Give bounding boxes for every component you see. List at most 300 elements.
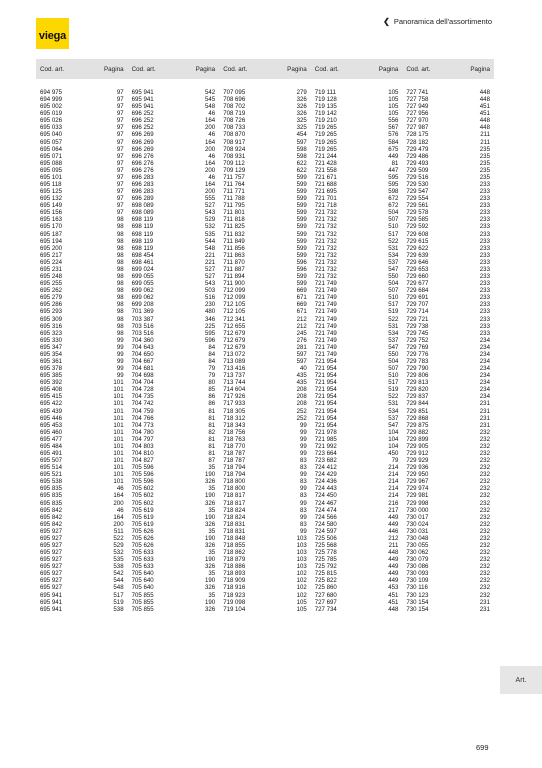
page-ref[interactable]: 97: [116, 202, 124, 210]
page-ref[interactable]: 234: [479, 372, 490, 380]
page-ref[interactable]: 517: [113, 591, 124, 599]
page-ref[interactable]: 97: [116, 188, 124, 196]
page-ref[interactable]: 599: [296, 230, 307, 238]
page-ref[interactable]: 326: [205, 478, 216, 486]
page-ref[interactable]: 232: [479, 471, 490, 479]
page-ref[interactable]: 221: [205, 251, 216, 259]
page-ref[interactable]: 233: [479, 209, 490, 217]
page-ref[interactable]: 235: [479, 166, 490, 174]
page-ref[interactable]: 103: [296, 556, 307, 564]
page-ref[interactable]: 99: [300, 449, 307, 457]
page-ref[interactable]: 535: [205, 230, 216, 238]
page-ref[interactable]: 99: [116, 372, 124, 380]
page-ref[interactable]: 599: [296, 280, 307, 288]
page-ref[interactable]: 599: [296, 202, 307, 210]
page-ref[interactable]: 480: [205, 308, 216, 316]
page-ref[interactable]: 101: [113, 400, 124, 408]
page-ref[interactable]: 449: [388, 556, 399, 564]
page-ref[interactable]: 449: [388, 152, 399, 160]
page-ref[interactable]: 599: [296, 173, 307, 181]
page-ref[interactable]: 200: [205, 124, 216, 132]
page-ref[interactable]: 164: [205, 181, 216, 189]
page-ref[interactable]: 596: [205, 336, 216, 344]
page-ref[interactable]: 527: [205, 265, 216, 273]
page-ref[interactable]: 448: [388, 549, 399, 557]
page-ref[interactable]: 454: [296, 131, 307, 139]
page-ref[interactable]: 537: [388, 414, 399, 422]
page-ref[interactable]: 232: [479, 577, 490, 585]
page-ref[interactable]: 325: [296, 124, 307, 132]
page-ref[interactable]: 235: [479, 152, 490, 160]
page-ref[interactable]: 232: [479, 449, 490, 457]
page-ref[interactable]: 599: [296, 188, 307, 196]
page-ref[interactable]: 214: [388, 478, 399, 486]
page-ref[interactable]: 233: [479, 251, 490, 259]
page-ref[interactable]: 232: [479, 464, 490, 472]
page-ref[interactable]: 101: [113, 379, 124, 387]
page-ref[interactable]: 234: [479, 343, 490, 351]
page-ref[interactable]: 449: [388, 577, 399, 585]
page-ref[interactable]: 81: [208, 449, 216, 457]
page-ref[interactable]: 105: [296, 598, 307, 606]
page-ref[interactable]: 98: [116, 223, 124, 231]
page-ref[interactable]: 97: [116, 110, 124, 118]
page-ref[interactable]: 99: [300, 471, 307, 479]
page-ref[interactable]: 522: [388, 315, 399, 323]
page-ref[interactable]: 35: [208, 570, 216, 578]
page-ref[interactable]: 527: [205, 273, 216, 281]
page-ref[interactable]: 231: [479, 421, 490, 429]
page-ref[interactable]: 99: [300, 499, 307, 507]
page-ref[interactable]: 517: [388, 379, 399, 387]
page-ref[interactable]: 510: [388, 223, 399, 231]
page-ref[interactable]: 190: [205, 471, 216, 479]
page-ref[interactable]: 164: [205, 138, 216, 146]
page-ref[interactable]: 81: [208, 414, 216, 422]
page-ref[interactable]: 232: [479, 499, 490, 507]
page-ref[interactable]: 231: [479, 605, 490, 613]
page-ref[interactable]: 99: [300, 527, 307, 535]
page-ref[interactable]: 231: [479, 598, 490, 606]
page-ref[interactable]: 84: [208, 357, 216, 365]
page-ref[interactable]: 211: [480, 138, 490, 146]
page-ref[interactable]: 448: [479, 124, 490, 132]
page-ref[interactable]: 233: [479, 301, 490, 309]
page-ref[interactable]: 86: [208, 400, 216, 408]
section-tab-art[interactable]: [500, 666, 542, 694]
page-ref[interactable]: 599: [296, 181, 307, 189]
page-ref[interactable]: 534: [388, 407, 399, 415]
page-ref[interactable]: 449: [388, 563, 399, 571]
page-ref[interactable]: 79: [391, 457, 399, 465]
page-ref[interactable]: 99: [300, 421, 307, 429]
page-ref[interactable]: 164: [113, 492, 124, 500]
page-ref[interactable]: 517: [388, 230, 399, 238]
page-ref[interactable]: 596: [296, 258, 307, 266]
page-ref[interactable]: 595: [388, 173, 399, 181]
page-ref[interactable]: 190: [205, 513, 216, 521]
page-ref[interactable]: 669: [296, 301, 307, 309]
page-ref[interactable]: 233: [479, 287, 490, 295]
page-ref[interactable]: 675: [388, 145, 399, 153]
page-ref[interactable]: 245: [296, 329, 307, 337]
page-ref[interactable]: 233: [479, 322, 490, 330]
page-ref[interactable]: 234: [479, 350, 490, 358]
page-ref[interactable]: 448: [388, 605, 399, 613]
page-ref[interactable]: 232: [479, 549, 490, 557]
page-ref[interactable]: 252: [296, 414, 307, 422]
page-ref[interactable]: 279: [296, 89, 307, 96]
page-ref[interactable]: 326: [205, 584, 216, 592]
page-ref[interactable]: 555: [205, 195, 216, 203]
page-ref[interactable]: 99: [300, 442, 307, 450]
page-ref[interactable]: 233: [479, 280, 490, 288]
page-ref[interactable]: 252: [296, 407, 307, 415]
page-ref[interactable]: 531: [388, 244, 399, 252]
page-ref[interactable]: 98: [116, 237, 124, 245]
page-ref[interactable]: 83: [300, 506, 307, 514]
page-ref[interactable]: 208: [296, 386, 307, 394]
page-ref[interactable]: 232: [479, 513, 490, 521]
page-ref[interactable]: 98: [116, 329, 124, 337]
page-ref[interactable]: 35: [208, 549, 216, 557]
page-ref[interactable]: 46: [208, 173, 216, 181]
page-ref[interactable]: 232: [479, 492, 490, 500]
page-ref[interactable]: 232: [479, 457, 490, 465]
page-ref[interactable]: 599: [296, 195, 307, 203]
page-ref[interactable]: 507: [388, 365, 399, 373]
page-ref[interactable]: 522: [388, 237, 399, 245]
page-ref[interactable]: 507: [388, 216, 399, 224]
page-ref[interactable]: 200: [205, 188, 216, 196]
page-ref[interactable]: 232: [479, 520, 490, 528]
page-ref[interactable]: 101: [113, 428, 124, 436]
page-ref[interactable]: 326: [205, 499, 216, 507]
page-ref[interactable]: 450: [388, 449, 399, 457]
page-ref[interactable]: 105: [388, 110, 399, 118]
page-ref[interactable]: 538: [113, 563, 124, 571]
page-ref[interactable]: 101: [113, 457, 124, 465]
page-ref[interactable]: 97: [116, 166, 124, 174]
page-ref[interactable]: 102: [296, 577, 307, 585]
page-ref[interactable]: 326: [296, 110, 307, 118]
page-ref[interactable]: 233: [479, 195, 490, 203]
page-ref[interactable]: 529: [205, 216, 216, 224]
page-ref[interactable]: 232: [479, 563, 490, 571]
page-ref[interactable]: 234: [479, 393, 490, 401]
page-ref[interactable]: 550: [388, 273, 399, 281]
page-ref[interactable]: 599: [296, 273, 307, 281]
page-ref[interactable]: 200: [113, 499, 124, 507]
page-ref[interactable]: 510: [388, 372, 399, 380]
page-ref[interactable]: 99: [300, 435, 307, 443]
page-ref[interactable]: 232: [479, 556, 490, 564]
page-ref[interactable]: 544: [205, 237, 216, 245]
page-ref[interactable]: 35: [208, 464, 216, 472]
page-ref[interactable]: 232: [479, 527, 490, 535]
page-ref[interactable]: 101: [113, 386, 124, 394]
page-ref[interactable]: 98: [116, 280, 124, 288]
page-ref[interactable]: 82: [208, 428, 216, 436]
page-ref[interactable]: 101: [113, 421, 124, 429]
page-ref[interactable]: 104: [388, 442, 399, 450]
page-ref[interactable]: 522: [113, 534, 124, 542]
page-ref[interactable]: 101: [113, 471, 124, 479]
page-ref[interactable]: 98: [116, 251, 124, 259]
page-ref[interactable]: 326: [296, 96, 307, 104]
page-ref[interactable]: 233: [479, 315, 490, 323]
page-ref[interactable]: 87: [208, 457, 216, 465]
page-ref[interactable]: 517: [388, 301, 399, 309]
page-ref[interactable]: 622: [296, 166, 307, 174]
page-ref[interactable]: 534: [388, 329, 399, 337]
page-ref[interactable]: 232: [479, 584, 490, 592]
page-ref[interactable]: 516: [205, 294, 216, 302]
page-ref[interactable]: 538: [113, 605, 124, 613]
page-ref[interactable]: 435: [296, 379, 307, 387]
page-ref[interactable]: 102: [296, 584, 307, 592]
page-ref[interactable]: 35: [208, 485, 216, 493]
page-ref[interactable]: 451: [479, 110, 490, 118]
page-ref[interactable]: 519: [388, 386, 399, 394]
page-ref[interactable]: 233: [479, 202, 490, 210]
page-ref[interactable]: 234: [479, 379, 490, 387]
page-ref[interactable]: 208: [296, 393, 307, 401]
page-ref[interactable]: 326: [205, 563, 216, 571]
page-ref[interactable]: 519: [388, 308, 399, 316]
page-ref[interactable]: 98: [116, 258, 124, 266]
page-ref[interactable]: 532: [205, 223, 216, 231]
page-ref[interactable]: 451: [388, 591, 399, 599]
page-ref[interactable]: 99: [116, 357, 124, 365]
page-ref[interactable]: 233: [479, 181, 490, 189]
page-ref[interactable]: 671: [296, 308, 307, 316]
page-ref[interactable]: 105: [388, 89, 399, 96]
page-ref[interactable]: 40: [300, 365, 307, 373]
page-ref[interactable]: 597: [296, 350, 307, 358]
page-ref[interactable]: 510: [388, 294, 399, 302]
page-ref[interactable]: 233: [479, 329, 490, 337]
page-ref[interactable]: 214: [388, 464, 399, 472]
page-ref[interactable]: 233: [479, 294, 490, 302]
page-ref[interactable]: 104: [388, 435, 399, 443]
page-ref[interactable]: 534: [388, 251, 399, 259]
page-ref[interactable]: 99: [300, 428, 307, 436]
page-ref[interactable]: 98: [116, 265, 124, 273]
page-ref[interactable]: 101: [113, 464, 124, 472]
page-ref[interactable]: 46: [116, 485, 124, 493]
page-ref[interactable]: 599: [296, 209, 307, 217]
page-ref[interactable]: 448: [479, 117, 490, 125]
page-ref[interactable]: 97: [116, 131, 124, 139]
page-ref[interactable]: 447: [388, 166, 399, 174]
page-ref[interactable]: 556: [388, 117, 399, 125]
page-ref[interactable]: 235: [479, 173, 490, 181]
page-ref[interactable]: 596: [296, 265, 307, 273]
page-ref[interactable]: 200: [113, 520, 124, 528]
page-ref[interactable]: 103: [296, 563, 307, 571]
page-ref[interactable]: 325: [296, 117, 307, 125]
page-ref[interactable]: 503: [205, 287, 216, 295]
page-ref[interactable]: 598: [388, 188, 399, 196]
page-ref[interactable]: 81: [208, 435, 216, 443]
page-ref[interactable]: 672: [388, 195, 399, 203]
page-ref[interactable]: 99: [116, 365, 124, 373]
page-ref[interactable]: 672: [388, 202, 399, 210]
page-ref[interactable]: 103: [296, 549, 307, 557]
page-ref[interactable]: 85: [208, 386, 216, 394]
page-ref[interactable]: 448: [479, 89, 490, 96]
page-ref[interactable]: 97: [116, 124, 124, 132]
page-ref[interactable]: 105: [296, 605, 307, 613]
page-ref[interactable]: 216: [388, 499, 399, 507]
page-ref[interactable]: 84: [208, 343, 216, 351]
page-ref[interactable]: 531: [388, 400, 399, 408]
page-ref[interactable]: 81: [208, 442, 216, 450]
page-ref[interactable]: 567: [388, 124, 399, 132]
page-ref[interactable]: 46: [208, 131, 216, 139]
page-ref[interactable]: 543: [205, 209, 216, 217]
page-ref[interactable]: 200: [205, 166, 216, 174]
page-ref[interactable]: 597: [296, 357, 307, 365]
page-ref[interactable]: 233: [479, 216, 490, 224]
page-ref[interactable]: 101: [113, 449, 124, 457]
page-ref[interactable]: 233: [479, 273, 490, 281]
page-ref[interactable]: 326: [296, 103, 307, 111]
page-ref[interactable]: 527: [205, 202, 216, 210]
page-ref[interactable]: 105: [388, 103, 399, 111]
page-ref[interactable]: 97: [116, 209, 124, 217]
page-ref[interactable]: 98: [116, 294, 124, 302]
page-ref[interactable]: 232: [479, 534, 490, 542]
page-ref[interactable]: 81: [391, 159, 399, 167]
page-ref[interactable]: 97: [116, 89, 124, 96]
page-ref[interactable]: 83: [300, 520, 307, 528]
page-ref[interactable]: 446: [388, 527, 399, 535]
page-ref[interactable]: 547: [388, 421, 399, 429]
page-ref[interactable]: 98: [116, 315, 124, 323]
page-ref[interactable]: 535: [113, 556, 124, 564]
page-ref[interactable]: 598: [296, 145, 307, 153]
page-ref[interactable]: 599: [296, 251, 307, 259]
page-ref[interactable]: 190: [205, 577, 216, 585]
page-ref[interactable]: 99: [300, 485, 307, 493]
page-ref[interactable]: 234: [479, 365, 490, 373]
page-ref[interactable]: 80: [208, 379, 216, 387]
page-ref[interactable]: 103: [296, 542, 307, 549]
page-ref[interactable]: 101: [113, 414, 124, 422]
page-ref[interactable]: 99: [116, 336, 124, 344]
page-ref[interactable]: 211: [480, 131, 490, 139]
page-ref[interactable]: 544: [113, 577, 124, 585]
page-ref[interactable]: 576: [388, 131, 399, 139]
page-ref[interactable]: 599: [296, 216, 307, 224]
page-ref[interactable]: 217: [388, 506, 399, 514]
page-ref[interactable]: 99: [116, 350, 124, 358]
page-ref[interactable]: 451: [388, 598, 399, 606]
page-ref[interactable]: 35: [208, 527, 216, 535]
page-ref[interactable]: 326: [205, 520, 216, 528]
page-ref[interactable]: 97: [116, 181, 124, 189]
page-ref[interactable]: 232: [479, 428, 490, 436]
page-ref[interactable]: 101: [113, 435, 124, 443]
page-ref[interactable]: 101: [113, 442, 124, 450]
page-ref[interactable]: 98: [116, 273, 124, 281]
page-ref[interactable]: 97: [116, 159, 124, 167]
page-ref[interactable]: 234: [479, 386, 490, 394]
page-ref[interactable]: 233: [479, 244, 490, 252]
page-ref[interactable]: 212: [296, 315, 307, 323]
page-ref[interactable]: 102: [296, 591, 307, 599]
page-ref[interactable]: 190: [205, 598, 216, 606]
page-ref[interactable]: 98: [116, 216, 124, 224]
page-ref[interactable]: 101: [113, 407, 124, 415]
page-ref[interactable]: 233: [479, 188, 490, 196]
page-ref[interactable]: 105: [388, 96, 399, 104]
page-ref[interactable]: 214: [388, 471, 399, 479]
page-ref[interactable]: 81: [208, 421, 216, 429]
page-ref[interactable]: 548: [205, 103, 216, 111]
page-ref[interactable]: 532: [113, 549, 124, 557]
page-ref[interactable]: 537: [388, 258, 399, 266]
page-ref[interactable]: 504: [388, 280, 399, 288]
page-ref[interactable]: 232: [479, 478, 490, 486]
page-ref[interactable]: 86: [208, 393, 216, 401]
page-ref[interactable]: 98: [116, 301, 124, 309]
page-ref[interactable]: 531: [388, 322, 399, 330]
page-ref[interactable]: 35: [208, 591, 216, 599]
page-ref[interactable]: 190: [205, 534, 216, 542]
page-ref[interactable]: 599: [296, 244, 307, 252]
page-ref[interactable]: 529: [113, 542, 124, 549]
page-ref[interactable]: 97: [116, 145, 124, 153]
page-ref[interactable]: 214: [388, 485, 399, 493]
page-ref[interactable]: 214: [388, 492, 399, 500]
page-ref[interactable]: 98: [116, 244, 124, 252]
page-ref[interactable]: 511: [113, 527, 124, 535]
page-ref[interactable]: 622: [296, 159, 307, 167]
page-ref[interactable]: 232: [479, 442, 490, 450]
page-ref[interactable]: 548: [205, 244, 216, 252]
page-ref[interactable]: 46: [208, 110, 216, 118]
page-ref[interactable]: 97: [116, 117, 124, 125]
page-ref[interactable]: 233: [479, 237, 490, 245]
page-ref[interactable]: 234: [479, 336, 490, 344]
page-ref[interactable]: 102: [296, 570, 307, 578]
page-ref[interactable]: 507: [388, 287, 399, 295]
page-ref[interactable]: 164: [113, 513, 124, 521]
page-ref[interactable]: 97: [116, 103, 124, 111]
page-ref[interactable]: 233: [479, 223, 490, 231]
page-ref[interactable]: 233: [479, 230, 490, 238]
page-ref[interactable]: 101: [113, 478, 124, 486]
page-ref[interactable]: 597: [296, 138, 307, 146]
page-ref[interactable]: 35: [208, 506, 216, 514]
page-ref[interactable]: 79: [208, 372, 216, 380]
page-ref[interactable]: 208: [296, 400, 307, 408]
page-ref[interactable]: 547: [388, 265, 399, 273]
page-ref[interactable]: 83: [300, 492, 307, 500]
page-ref[interactable]: 519: [113, 598, 124, 606]
page-ref[interactable]: 211: [388, 542, 399, 549]
page-ref[interactable]: 98: [116, 322, 124, 330]
page-ref[interactable]: 97: [116, 195, 124, 203]
breadcrumb[interactable]: [383, 17, 492, 26]
page-ref[interactable]: 97: [116, 96, 124, 104]
page-ref[interactable]: 276: [296, 336, 307, 344]
page-ref[interactable]: 584: [388, 138, 399, 146]
page-ref[interactable]: 83: [300, 464, 307, 472]
